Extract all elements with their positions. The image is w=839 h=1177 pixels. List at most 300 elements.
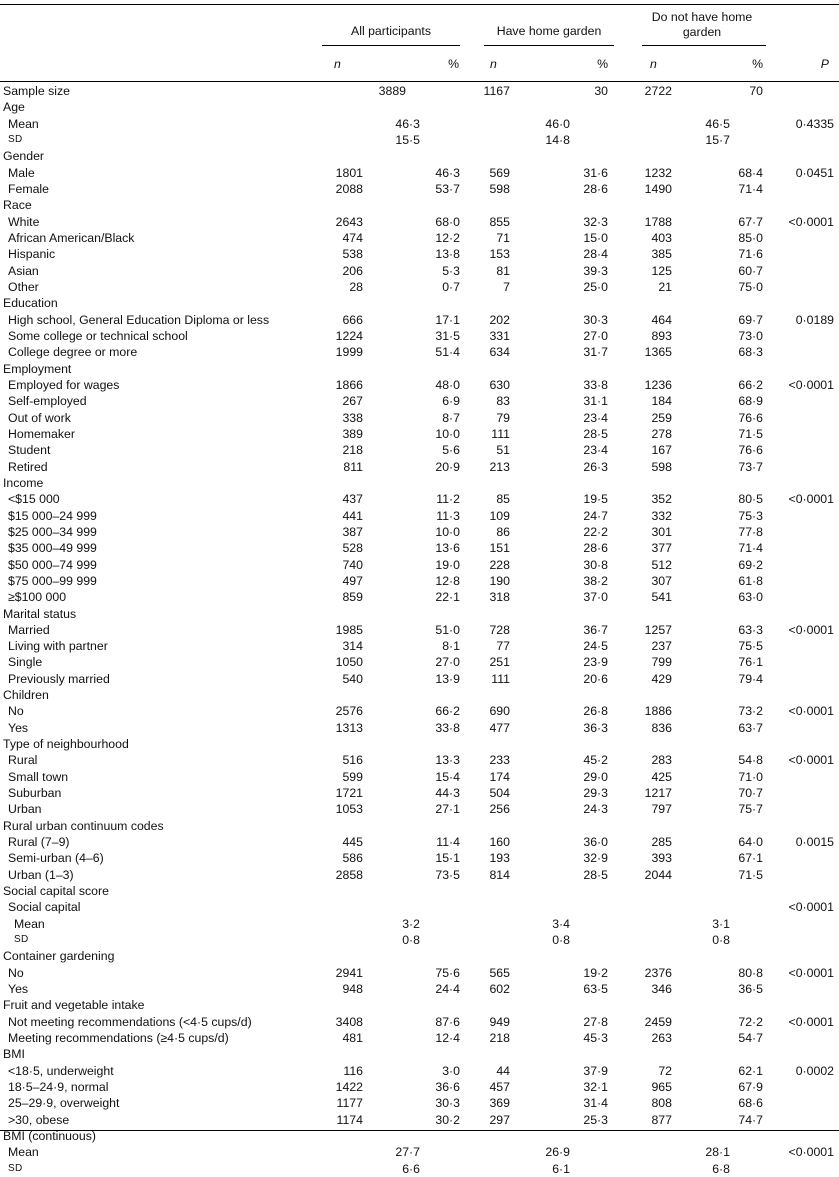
have-pct-cell: 6·1 [552,1161,570,1176]
all-n-cell: 1999 [335,345,363,360]
all-pct-cell: 22·1 [435,590,460,605]
row-section-label: Marital status [3,606,77,621]
row-label: Not meeting recommendations (<4·5 cups/d) [8,1014,252,1029]
group-have-garden: Have home garden [496,24,602,38]
row-label: Yes [8,982,29,997]
all-n-cell: 441 [342,508,363,523]
row-label: >30, obese [8,1112,70,1127]
have-n-cell: 630 [489,377,510,392]
table-row [0,654,839,670]
all-n-cell: 540 [342,671,363,686]
all-n-cell: 387 [342,524,363,539]
row-section-label: Age [3,100,25,115]
row-label: Mean [8,116,39,131]
have-n-cell: 85 [496,492,510,507]
table-row [0,197,839,213]
have-pct-cell: 33·8 [583,377,608,392]
no-pct-cell: 70 [749,84,763,98]
row-label: Meeting recommendations (≥4·5 cups/d) [8,1031,229,1046]
table-row [0,475,839,491]
have-n-cell: 83 [496,394,510,409]
no-n-cell: 512 [651,557,672,572]
have-n-cell: 634 [489,345,510,360]
all-pct-cell: 6·6 [402,1161,420,1176]
all-pct-cell: 11·2 [436,492,460,507]
all-n-cell: 267 [342,394,363,409]
table-body [0,83,839,1177]
have-n-cell: 218 [489,1031,510,1046]
no-n-cell: 184 [651,394,672,409]
col-p-value: P [820,57,829,71]
table-row [0,769,839,785]
row-label: 18·5–24·9, normal [8,1080,109,1095]
have-pct-cell: 29·0 [583,769,608,784]
have-pct-cell: 28·4 [583,247,608,262]
no-n-cell: 1257 [644,622,672,637]
p-value-cell: <0·0001 [788,704,834,719]
row-label: SD [8,133,23,145]
have-pct-cell: 46·0 [545,116,570,131]
have-pct-cell: 36·3 [583,720,608,735]
all-n-cell: 1053 [335,802,363,817]
col-n-no: n [650,57,657,71]
table-row [0,491,839,507]
have-n-cell: 256 [489,802,510,817]
no-pct-cell: 54·7 [738,1031,763,1046]
no-pct-cell: 28·1 [705,1145,730,1160]
have-n-cell: 7 [503,279,510,294]
no-pct-cell: 15·7 [705,132,730,147]
table-row [0,785,839,801]
have-pct-cell: 28·6 [583,181,608,196]
have-pct-cell: 26·3 [583,459,608,474]
no-pct-cell: 66·2 [738,377,763,392]
no-pct-cell: 79·4 [738,671,763,686]
table-row [0,752,839,768]
no-pct-cell: 68·6 [738,1096,763,1111]
no-n-cell: 283 [651,753,672,768]
all-pct-cell: 73·5 [435,867,460,882]
have-n-cell: 504 [489,786,510,801]
row-label: Student [8,443,51,458]
row-label: High school, General Education Diploma or less [8,312,270,327]
no-n-cell: 2376 [644,965,672,980]
no-n-cell: 403 [651,230,672,245]
have-pct-cell: 27·0 [583,328,608,343]
row-label: Semi-urban (4–6) [8,851,104,866]
no-pct-cell: 60·7 [738,263,763,278]
all-pct-cell: 12·2 [435,230,460,245]
group-rule-no [642,45,766,46]
row-label: $75 000–99 999 [8,573,97,588]
row-label: Other [8,279,39,294]
all-pct-cell: 30·2 [435,1112,460,1127]
have-n-cell: 814 [489,867,510,882]
table-row [0,589,839,605]
no-pct-cell: 54·8 [738,753,763,768]
row-section-label: Container gardening [3,949,115,964]
have-n-cell: 213 [489,459,510,474]
no-pct-cell: 71·0 [738,769,763,784]
all-n-cell: 528 [342,541,363,556]
table-row [0,916,839,932]
no-pct-cell: 75·7 [738,802,763,817]
no-pct-cell: 73·0 [738,328,763,343]
table-row [0,328,839,344]
no-n-cell: 72 [658,1063,672,1078]
have-n-cell: 79 [496,410,510,425]
p-value-cell: 0·0451 [795,165,834,180]
no-n-cell: 1217 [644,786,672,801]
row-section-label: Education [3,296,58,311]
no-n-cell: 1236 [644,377,672,392]
table-row [0,246,839,262]
have-pct-cell: 31·1 [583,394,608,409]
have-pct-cell: 38·2 [583,573,608,588]
have-pct-cell: 37·9 [583,1063,608,1078]
row-label: Out of work [8,410,71,425]
all-n-cell: 948 [342,982,363,997]
row-section-label: Social capital score [3,884,109,899]
row-label: $15 000–24 999 [8,508,97,523]
all-pct-cell: 17·1 [435,312,460,327]
all-pct-cell: 10·0 [435,524,460,539]
no-n-cell: 893 [651,328,672,343]
all-pct-cell: 19·0 [435,557,460,572]
no-n-cell: 393 [651,851,672,866]
have-n-cell: 855 [489,214,510,229]
no-pct-cell: 36·5 [738,982,763,997]
row-label: Retired [8,459,48,474]
no-pct-cell: 71·4 [738,541,763,556]
table-row [0,948,839,964]
have-n-cell: 728 [489,622,510,637]
col-n-have: n [490,57,497,71]
all-n-cell: 206 [342,263,363,278]
have-n-cell: 331 [489,328,510,343]
row-section-label: Children [3,688,49,703]
all-n-cell: 859 [342,590,363,605]
all-pct-cell: 20·9 [435,459,460,474]
all-pct-cell: 46·3 [435,165,460,180]
have-n-cell: 81 [496,263,510,278]
all-pct-cell: 15·5 [395,132,420,147]
no-n-cell: 1886 [644,704,672,719]
no-n-cell: 965 [651,1080,672,1095]
no-n-cell: 301 [651,524,672,539]
no-n-cell: 877 [651,1112,672,1127]
all-n-cell: 2088 [335,181,363,196]
all-n-cell: 218 [342,443,363,458]
have-pct-cell: 28·5 [583,867,608,882]
no-pct-cell: 0·8 [712,933,730,948]
no-pct-cell: 76·6 [738,443,763,458]
have-n-cell: 949 [489,1014,510,1029]
have-n-cell: 477 [489,720,510,735]
row-label: Small town [8,769,69,784]
row-section-label: Fruit and vegetable intake [3,998,145,1013]
no-pct-cell: 72·2 [738,1014,763,1029]
table-row [0,230,839,246]
all-pct-cell: 0·7 [442,279,460,294]
table-row [0,997,839,1013]
no-pct-cell: 46·5 [705,116,730,131]
no-pct-cell: 70·7 [738,786,763,801]
all-pct-cell: 13·8 [435,247,460,262]
no-pct-cell: 68·3 [738,345,763,360]
table-row [0,1161,839,1177]
row-label: $25 000–34 999 [8,524,97,539]
all-pct-cell: 6·9 [442,394,460,409]
table-row [0,801,839,817]
no-pct-cell: 63·3 [738,622,763,637]
p-value-cell: <0·0001 [788,214,834,229]
all-pct-cell: 66·2 [435,704,460,719]
have-n-cell: 71 [496,230,510,245]
row-label: Rural (7–9) [8,835,70,850]
have-n-cell: 51 [496,443,510,458]
p-value-cell: 0·0189 [795,312,834,327]
have-pct-cell: 31·6 [583,165,608,180]
row-label: African American/Black [8,230,135,245]
p-value-cell: <0·0001 [788,1014,834,1029]
no-n-cell: 1232 [644,165,672,180]
row-label: 25–29·9, overweight [8,1096,120,1111]
no-n-cell: 799 [651,655,672,670]
table-row [0,573,839,589]
row-label: Female [8,181,50,196]
have-n-cell: 598 [489,181,510,196]
no-pct-cell: 61·8 [738,573,763,588]
no-pct-cell: 68·4 [738,165,763,180]
no-pct-cell: 77·8 [738,524,763,539]
all-n-cell: 1177 [336,1096,363,1111]
table-row [0,83,839,99]
group-rule-all [322,45,460,46]
row-label: Urban [8,802,42,817]
p-value-cell: <0·0001 [788,900,834,915]
have-pct-cell: 36·7 [583,622,608,637]
have-pct-cell: 23·4 [583,410,608,425]
no-pct-cell: 6·8 [712,1161,730,1176]
no-n-cell: 377 [651,541,672,556]
table-row [0,1014,839,1030]
table-row [0,687,839,703]
all-pct-cell: 10·0 [435,426,460,441]
all-n-cell: 586 [342,851,363,866]
all-pct-cell: 3·2 [402,916,420,931]
table-row [0,116,839,132]
have-n-cell: 111 [491,426,510,441]
have-pct-cell: 23·4 [583,443,608,458]
table-row [0,981,839,997]
table-row [0,850,839,866]
table-row [0,1046,839,1062]
all-n-cell: 1313 [335,720,363,735]
have-n-cell: 111 [491,671,510,686]
row-section-label: Rural urban continuum codes [3,818,164,833]
table-row [0,312,839,328]
no-n-cell: 429 [651,671,672,686]
p-value-cell: <0·0001 [788,492,834,507]
all-pct-cell: 12·8 [435,573,460,588]
group-no-garden: Do not have home garden [651,10,753,39]
table-row [0,295,839,311]
table-row [0,459,839,475]
all-pct-cell: 46·3 [395,116,420,131]
have-pct-cell: 31·7 [583,345,608,360]
all-pct-cell: 13·9 [435,671,460,686]
no-pct-cell: 71·5 [738,426,763,441]
no-n-cell: 346 [651,982,672,997]
all-n-cell: 445 [342,835,363,850]
have-pct-cell: 19·5 [583,492,608,507]
table-row [0,344,839,360]
all-pct-cell: 0·8 [402,933,420,948]
all-pct-cell: 12·4 [435,1031,460,1046]
have-pct-cell: 45·3 [583,1031,608,1046]
no-n-cell: 332 [651,508,672,523]
p-value-cell: <0·0001 [788,965,834,980]
no-n-cell: 797 [651,802,672,817]
have-n-cell: 457 [489,1080,510,1095]
all-n-cell: 666 [342,312,363,327]
all-n-cell: 497 [342,573,363,588]
row-label: Suburban [8,786,62,801]
no-n-cell: 2459 [644,1014,672,1029]
no-pct-cell: 71·5 [738,867,763,882]
all-n-cell: 1721 [335,786,363,801]
no-n-cell: 285 [651,835,672,850]
row-label: ≥$100 000 [8,590,67,605]
no-n-cell: 541 [651,590,672,605]
row-label: Mean [14,916,45,931]
have-pct-cell: 31·4 [583,1096,608,1111]
no-pct-cell: 62·1 [738,1063,763,1078]
table-row [0,883,839,899]
table-row [0,1144,839,1160]
have-pct-cell: 29·3 [583,786,608,801]
all-n-cell: 389 [342,426,363,441]
table-row [0,393,839,409]
no-n-cell: 21 [658,279,672,294]
all-pct-cell: 68·0 [435,214,460,229]
have-pct-cell: 22·2 [583,524,608,539]
no-pct-cell: 80·5 [738,492,763,507]
all-pct-cell: 5·3 [442,263,460,278]
row-label: Living with partner [8,639,108,654]
have-pct-cell: 30·8 [583,557,608,572]
have-pct-cell: 32·9 [583,851,608,866]
no-pct-cell: 67·7 [738,214,763,229]
all-n-cell: 3889 [378,84,406,98]
row-label: White [8,214,40,229]
no-n-cell: 278 [651,426,672,441]
no-pct-cell: 71·4 [738,181,763,196]
row-label: Social capital [8,900,81,915]
no-n-cell: 263 [651,1031,672,1046]
no-pct-cell: 76·1 [738,655,763,670]
p-value-cell: <0·0001 [788,1145,834,1160]
row-label: Employed for wages [8,377,120,392]
no-n-cell: 237 [651,639,672,654]
table-row [0,1112,839,1128]
row-label: Previously married [8,671,110,686]
bottom-rule [0,1130,839,1131]
no-n-cell: 1788 [644,214,672,229]
no-n-cell: 385 [651,247,672,262]
p-value-cell: 0·0002 [795,1063,834,1078]
have-pct-cell: 20·6 [583,671,608,686]
have-n-cell: 690 [489,704,510,719]
col-pct-all: % [448,57,459,71]
all-pct-cell: 3·0 [442,1063,460,1078]
have-pct-cell: 45·2 [583,753,608,768]
row-section-label: Type of neighbourhood [3,737,129,752]
no-n-cell: 1490 [644,181,672,196]
no-pct-cell: 67·1 [738,851,763,866]
p-value-cell: 0·4335 [795,116,834,131]
all-pct-cell: 27·0 [435,655,460,670]
have-pct-cell: 39·3 [583,263,608,278]
have-pct-cell: 19·2 [583,965,608,980]
table-row [0,524,839,540]
table-row [0,426,839,442]
table-row [0,181,839,197]
row-label: SD [8,1162,23,1174]
no-pct-cell: 3·1 [712,916,730,931]
all-pct-cell: 24·4 [435,982,460,997]
p-value-cell: <0·0001 [788,622,834,637]
no-n-cell: 464 [651,312,672,327]
have-n-cell: 369 [489,1096,510,1111]
all-n-cell: 1174 [336,1112,363,1127]
all-n-cell: 1224 [335,328,363,343]
row-label: <18·5, underweight [8,1063,114,1078]
row-label: Rural [8,753,38,768]
row-label: Male [8,165,35,180]
row-label: Self-employed [8,394,87,409]
table-row [0,899,839,915]
no-n-cell: 259 [651,410,672,425]
row-label: Homemaker [8,426,75,441]
no-n-cell: 125 [651,263,672,278]
p-value-cell: <0·0001 [788,377,834,392]
no-pct-cell: 63·7 [738,720,763,735]
have-pct-cell: 24·3 [583,802,608,817]
table-row [0,99,839,115]
table-row [0,867,839,883]
all-n-cell: 1422 [335,1080,363,1095]
row-section-label: Income [3,475,44,490]
row-label: Some college or technical school [8,328,188,343]
table-row [0,148,839,164]
table-row [0,638,839,654]
all-pct-cell: 8·1 [442,639,460,654]
no-n-cell: 2044 [644,867,672,882]
all-pct-cell: 53·7 [435,181,460,196]
all-n-cell: 740 [342,557,363,572]
no-pct-cell: 69·7 [738,312,763,327]
no-pct-cell: 75·0 [738,279,763,294]
have-pct-cell: 27·8 [583,1014,608,1029]
all-n-cell: 2643 [335,214,363,229]
all-n-cell: 28 [349,279,363,294]
table-row [0,214,839,230]
row-label: No [8,704,24,719]
have-n-cell: 160 [489,835,510,850]
have-pct-cell: 30 [594,84,608,98]
